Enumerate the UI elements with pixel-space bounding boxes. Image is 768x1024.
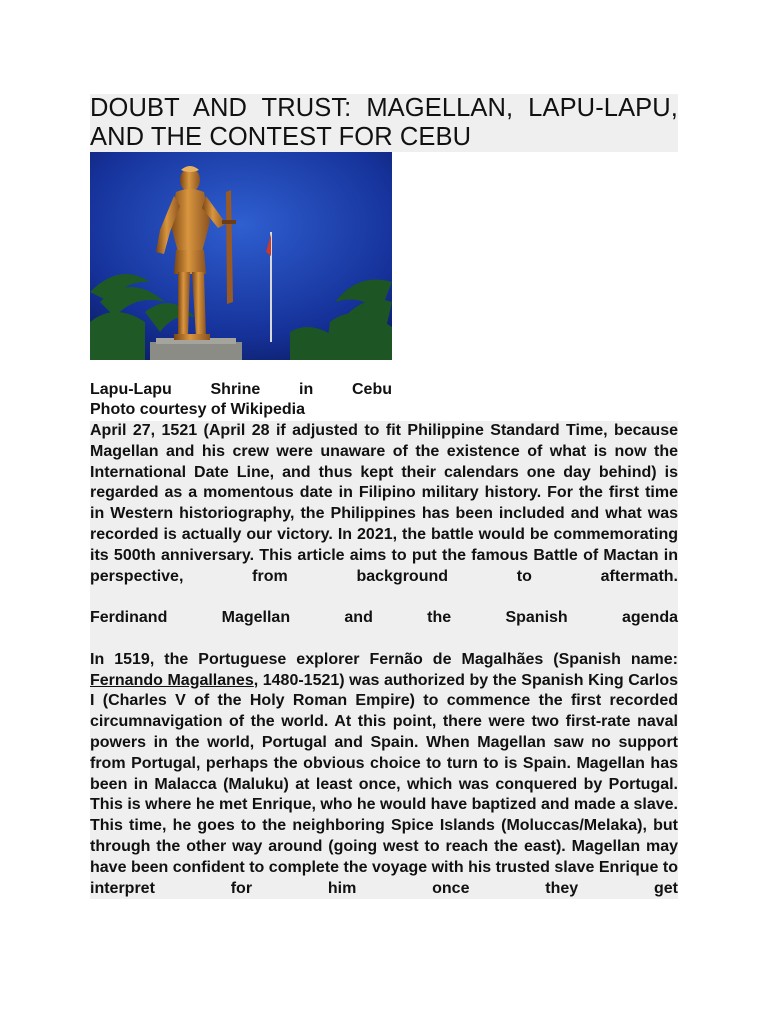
para-text: , 1480-1521) was authorized by the Spanish King Carlos I (Charles V of the Holy Roman Empire) to commence the first recorded circumnavigation of the world. At this point, there were two first-rate naval powers in the world, Portugal and Spain. When Magellan saw no support from Portugal, perhaps the obvious choice to turn to is Spain. Magellan has been in Malacca (Maluku) at least once, which was conquered by Portugal. This is where he met Enrique, who he would have baptized and made a slave. This time, he goes to the neighboring Spice Islands (Moluccas/Melaka), but through the other way around (going west to reach the east). Magellan may have been confident to complete the voyage with his trusted slave Enrique to interpret for him once they get bbox=[90, 671, 679, 897]
paragraph-gap bbox=[90, 629, 678, 650]
caption-word: in bbox=[299, 381, 314, 398]
heading-word: Ferdinand bbox=[90, 609, 168, 627]
photo-illustration bbox=[90, 152, 392, 360]
section-heading bbox=[90, 608, 678, 629]
paragraph-gap bbox=[90, 587, 678, 608]
heading-word: agenda bbox=[621, 609, 678, 627]
heading-word: the bbox=[427, 609, 452, 627]
heading-word: and bbox=[344, 609, 373, 627]
title-line-1: DOUBT AND TRUST: MAGELLAN, LAPU-LAPU, bbox=[90, 94, 678, 122]
article-body bbox=[90, 421, 678, 899]
heading-word: Magellan bbox=[221, 609, 291, 627]
caption-word: Shrine bbox=[210, 381, 261, 398]
lapu-lapu-shrine-photo bbox=[90, 152, 392, 360]
title-block bbox=[90, 94, 678, 152]
section-paragraph bbox=[90, 650, 678, 900]
para-text: In 1519, the Portuguese explorer bbox=[90, 650, 370, 668]
caption-word: Lapu-Lapu bbox=[90, 381, 172, 398]
title-line-2: AND THE CONTEST FOR CEBU bbox=[90, 123, 472, 151]
heading-word: Spanish bbox=[505, 609, 568, 627]
article-title bbox=[90, 94, 678, 152]
photo-credit: Photo courtesy of Wikipedia bbox=[90, 401, 305, 418]
caption-word: Cebu bbox=[351, 381, 392, 398]
portuguese-name: Fernão de Magalhães bbox=[369, 650, 544, 668]
spanish-name-link[interactable]: Fernando Magallanes bbox=[90, 671, 254, 689]
intro-paragraph: April 27, 1521 (April 28 if adjusted to fit Philippine Standard Time, because Magellan and his crew were unaware of the existence of what is now the International Date Line, and thus kept their calendars one day behind) is regarded as a momentous date in Filipino military history. For the first time in Western historiography, the Philippines has been included and what was recorded is actually our victory. In 2021, the battle would be commemorating its 500th anniversary. This article aims to put the famous Battle of Mactan in perspective, from background to aftermath. bbox=[90, 422, 678, 585]
photo-caption bbox=[90, 380, 392, 420]
caption-title bbox=[90, 380, 392, 400]
para-text: (Spanish name: bbox=[543, 650, 678, 668]
